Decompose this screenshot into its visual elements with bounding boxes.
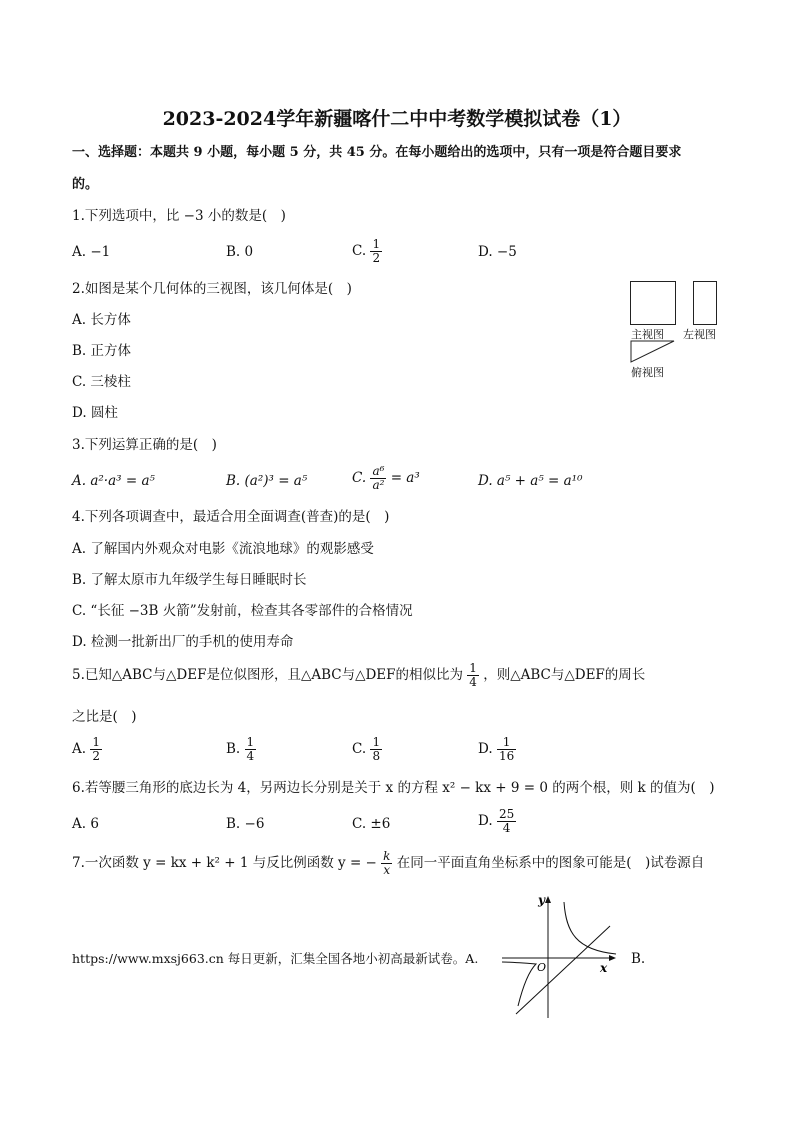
- q3-option-a: A. a²·a³ = a⁵: [72, 473, 155, 489]
- section-heading-cont: 的。: [72, 177, 99, 192]
- top-view-caption: 俯视图: [631, 366, 664, 379]
- left-view-rect: [693, 281, 717, 325]
- q4-option-d: D. 检测一批新出厂的手机的使用寿命: [72, 634, 294, 650]
- q2-option-d: D. 圆柱: [72, 405, 118, 421]
- q5-option-b: B. $\frac{1}{4}$: [226, 735, 255, 764]
- q3-option-c: C. $\frac{\text{a⁶}}{\text{a²}}$ = a³: [352, 464, 420, 493]
- q5-option-a: A. $\frac{1}{2}$: [72, 735, 100, 764]
- question-5-stem-cont: 之比是( ): [72, 709, 137, 725]
- q4-option-c: C. “长征 −3B 火箭”发射前，检查其各零部件的合格情况: [72, 603, 413, 619]
- q6-option-b: B. −6: [226, 816, 265, 832]
- q1-option-b: B. 0: [226, 244, 254, 260]
- q6-option-d: D. $\frac{25}{4}$: [478, 807, 515, 836]
- q2-option-a: A. 长方体: [72, 312, 131, 328]
- q2-option-b: B. 正方体: [72, 343, 132, 359]
- front-view-caption: 主视图: [631, 328, 664, 341]
- q1-option-d: D. −5: [478, 244, 517, 260]
- section-heading: 一、选择题：本题共 9 小题，每小题 5 分，共 45 分。在每小题给出的选项中，只有一项是符合题目要求: [72, 145, 682, 160]
- top-view-triangle: [630, 340, 676, 364]
- q6-option-c: C. ±6: [352, 816, 391, 832]
- question-5-stem: 5.已知△ABC与△DEF是位似图形，且△ABC与△DEF的相似比为 $\frac{1}{4}$ ，则△ABC与△DEF的周长: [72, 661, 646, 690]
- page-title: 2023-2024学年新疆喀什二中中考数学模拟试卷（1）: [162, 108, 632, 130]
- q2-option-c: C. 三棱柱: [72, 374, 131, 390]
- question-4-stem: 4.下列各项调查中，最适合用全面调查(普查)的是( ): [72, 509, 390, 525]
- question-3-stem: 3.下列运算正确的是( ): [72, 437, 217, 453]
- q1-option-c: C. $\frac{1}{2}$: [352, 237, 381, 266]
- q1-option-a: A. −1: [72, 244, 111, 260]
- q7-option-a-graph: [500, 892, 620, 1022]
- origin-label: O: [537, 961, 547, 974]
- q5-option-d: D. $\frac{1}{16}$: [478, 735, 515, 764]
- q5-option-c: C. $\frac{1}{8}$: [352, 735, 381, 764]
- question-6-stem: 6.若等腰三角形的底边长为 4，另两边长分别是关于 x 的方程 x² − kx + 9 = 0 的两个根，则 k 的值为( ): [72, 780, 715, 796]
- question-7-stem: 7.一次函数 y = kx + k² + 1 与反比例函数 y = − $\frac{k}{x}$ 在同一平面直角坐标系中的图象可能是( )试卷源自: [72, 849, 705, 878]
- y-axis-label: y: [538, 893, 545, 907]
- q4-option-b: B. 了解太原市九年级学生每日睡眠时长: [72, 572, 307, 588]
- x-axis-label: x: [600, 961, 608, 975]
- question-2-stem: 2.如图是某个几何体的三视图，该几何体是( ): [72, 281, 352, 297]
- q3-option-d: D. a⁵ + a⁵ = a¹⁰: [478, 473, 583, 489]
- left-view-caption: 左视图: [683, 328, 716, 341]
- question-1-stem: 1.下列选项中，比 −3 小的数是( ): [72, 208, 286, 224]
- front-view-rect: [630, 281, 676, 325]
- q3-option-b: B. (a²)³ = a⁵: [226, 473, 308, 489]
- source-line: https://www.mxsj663.cn 每日更新，汇集全国各地小初高最新试卷。A.: [72, 951, 479, 966]
- q6-option-a: A. 6: [72, 816, 99, 832]
- q4-option-a: A. 了解国内外观众对电影《流浪地球》的观影感受: [72, 541, 374, 557]
- y-axis-arrow: [545, 896, 551, 903]
- x-axis-arrow: [609, 955, 616, 961]
- linear-function-line: [516, 926, 610, 1014]
- q7-option-b-label: B.: [631, 951, 646, 967]
